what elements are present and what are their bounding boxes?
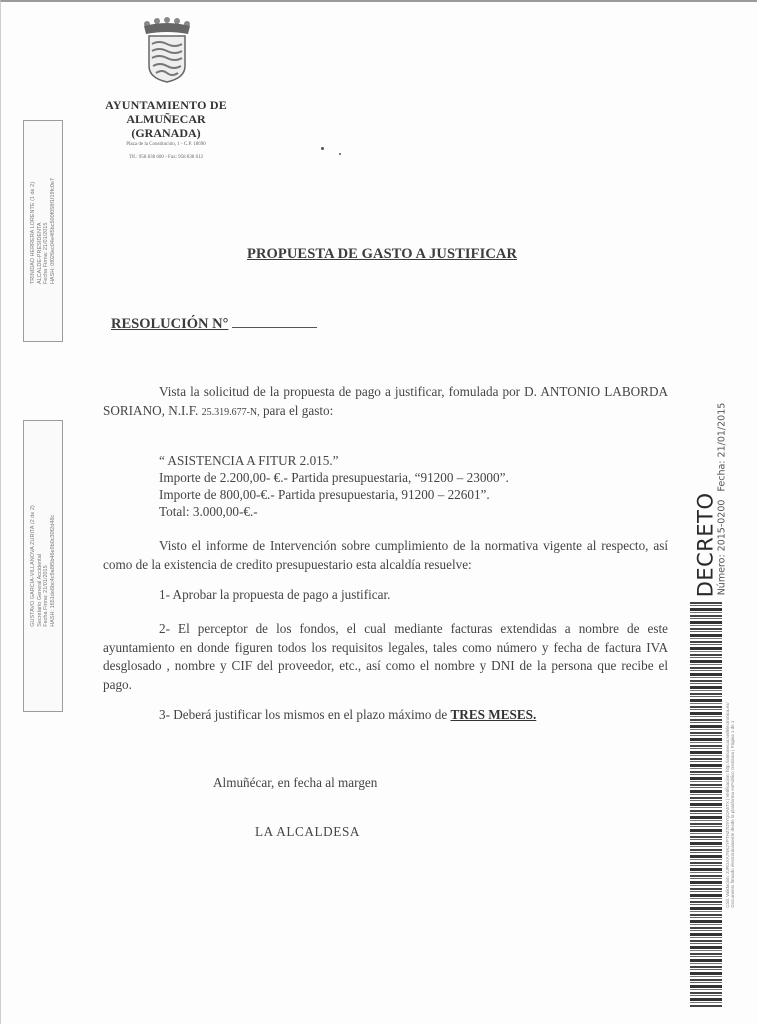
validation-code xyxy=(723,602,737,1007)
letterhead-address: Plaza de la Constitución, 1 - C.P. 18690 xyxy=(126,142,206,147)
concept-line-2: Importe de 800,00-€.- Partida presupuestaria, 91200 – 22601”. xyxy=(159,487,490,502)
letterhead-line-2: ALMUÑECAR xyxy=(126,112,206,126)
concept-name: “ ASISTENCIA A FITUR 2.015.” xyxy=(159,453,339,468)
resolution-number xyxy=(111,315,317,333)
decree-number: Número: 2015-0200 xyxy=(716,499,728,596)
resolution-item-1: 1- Aprobar la propuesta de pago a justificar. xyxy=(159,587,391,602)
letterhead-line-1: AYUNTAMIENTO DE xyxy=(105,98,227,112)
item-3-text: 3- Deberá justificar los mismos en el plazo máximo de xyxy=(159,707,448,722)
resolution-item-2: 2- El perceptor de los fondos, el cual mediante facturas extendidas a nombre de este ayuntamiento en donde figuren todos los requisitos legales, tales como número y fecha de factura IVA desglosado , nombre y CIF del proveedor, etc., así como el nombre y DNI de la persona que recibe el pago. xyxy=(103,621,668,692)
scan-speck xyxy=(321,147,324,150)
stamp-2-line: GUSTAVO GARCIA-VILLANOVA ZURITA (2 de 2) xyxy=(30,505,36,627)
expense-concept xyxy=(159,452,509,520)
stamp-1-line: Fecha Firma: 21/01/2015 xyxy=(43,222,49,285)
stamp-1-line: TRINIDAD HERRERA LORENTE (1 de 2) xyxy=(30,181,36,285)
nif-value: 25.319.677-N, xyxy=(201,406,260,418)
csv-line: Cód. Validación: 3JRGXA7NK2YPTHZ7D9YQDA5TX | Verificación: http://almunecar.sedelectronica.es/ xyxy=(725,701,730,908)
stamp-2-line: Fecha Firma: 21/01/2015 xyxy=(43,565,49,627)
letterhead-phone: Tlf.: 958 838 600 - Fax: 958 838 612 xyxy=(128,155,204,160)
signer-title: LA ALCALDESA xyxy=(255,824,361,839)
place-date: Almuñécar, en fecha al margen xyxy=(213,775,378,790)
csv-line: Documento firmado electrónicamente desde la plataforma esPublico Gestiona | Página 1 de 1 xyxy=(730,720,735,908)
deadline: TRES MESES. xyxy=(450,707,537,722)
stamp-2-line: Secretario General Accidental xyxy=(36,554,43,627)
paragraph-request-text: Vista la solicitud de la propuesta de pago a justificar, fomulada por D. ANTONIO LABORDA SORIANO, N.I.F. xyxy=(103,384,668,418)
resolution-item-3 xyxy=(159,707,536,723)
paragraph-intervention: Visto el informe de Intervención sobre cumplimiento de la normativa vigente al respecto, así como de la existencia de credito presupuestario esta alcaldía resuelve: xyxy=(103,538,668,572)
signature-stamp-1 xyxy=(23,120,63,342)
resolution-number-blank xyxy=(232,315,317,328)
paragraph-request-end: para el gasto: xyxy=(262,402,334,418)
stamp-1-line: HASH: 0f026ec04e4f5bc500f058f1f19fc0e7 xyxy=(49,177,56,285)
scan-speck xyxy=(339,153,341,155)
barcode-icon xyxy=(690,602,722,1007)
signature-stamp-2 xyxy=(23,420,63,712)
decree-date: Fecha: 21/01/2015 xyxy=(716,402,728,492)
decree-details xyxy=(717,395,728,596)
concept-total: Total: 3.000,00-€.- xyxy=(159,504,258,519)
decree-title: DECRETO xyxy=(693,492,718,598)
concept-line-1: Importe de 2.200,00- €.- Partida presupuestaria, “91200 – 23000”. xyxy=(159,470,509,485)
paragraph-request xyxy=(103,383,668,422)
decree-stamp xyxy=(681,380,741,612)
stamp-2-line: HASH: 1651de6bc4c9a8f5b46e9b0c30f2d48c xyxy=(49,514,56,627)
coat-of-arms-icon xyxy=(139,16,195,86)
document-title: PROPUESTA DE GASTO A JUSTIFICAR xyxy=(247,246,518,262)
letterhead-line-3: (GRANADA) xyxy=(131,126,201,140)
resolution-label: RESOLUCIÓN N° xyxy=(111,316,229,332)
stamp-1-line: ALCALDE-PRESIDENTA xyxy=(36,222,43,285)
